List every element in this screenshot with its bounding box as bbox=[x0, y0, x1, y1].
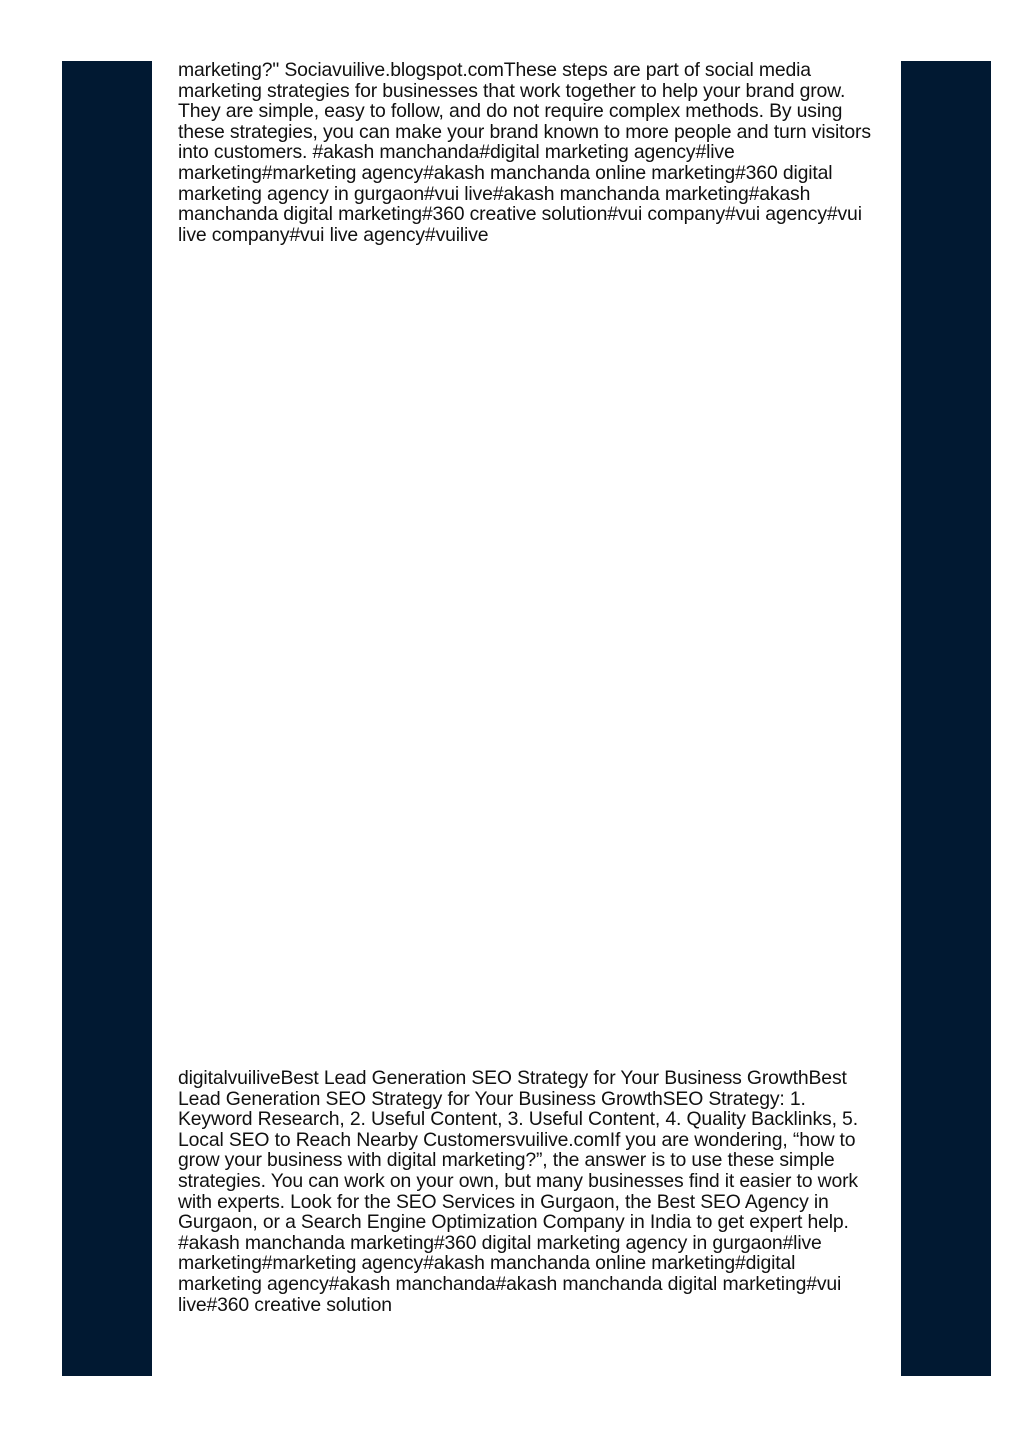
top-paragraph: marketing?" Sociavuilive.blogspot.comThese steps are part of social media marketing strategies for businesses that work together to help your brand grow. They are simple, easy to follow, and do not require complex methods. By using these strategies, you can make your brand known to more people and turn visitors into customers. #akash manchanda#digital marketing agency#live marketing#marketing agency#akash manchanda online marketing#360 digital marketing agency in gurgaon#vui live#akash manchanda marketing#akash manchanda digital marketing#360 creative solution#vui company#vui agency#vui live company#vui live agency#vuilive bbox=[178, 59, 871, 246]
right-decorative-bar bbox=[901, 61, 991, 1376]
left-decorative-bar bbox=[62, 61, 152, 1376]
bottom-paragraph: digitalvuiliveBest Lead Generation SEO Strategy for Your Business GrowthBest Lead Generation SEO Strategy for Your Business GrowthSEO Strategy: 1. Keyword Research, 2. Useful Content, 3. Useful Content, 4. Quality Backlinks, 5. Local SEO to Reach Nearby Customersvuilive.comIf you are wondering, “how to grow your business with digital marketing?”, the answer is to use these simple strategies. You can work on your own, but many businesses find it easier to work with experts. Look for the SEO Services in Gurgaon, the Best SEO Agency in Gurgaon, or a Search Engine Optimization Company in India to get expert help. #akash manchanda marketing#360 digital marketing agency in gurgaon#live marketing#marketing agency#akash manchanda online marketing#digital marketing agency#akash manchanda#akash manchanda digital marketing#vui live#360 creative solution bbox=[178, 1067, 858, 1316]
